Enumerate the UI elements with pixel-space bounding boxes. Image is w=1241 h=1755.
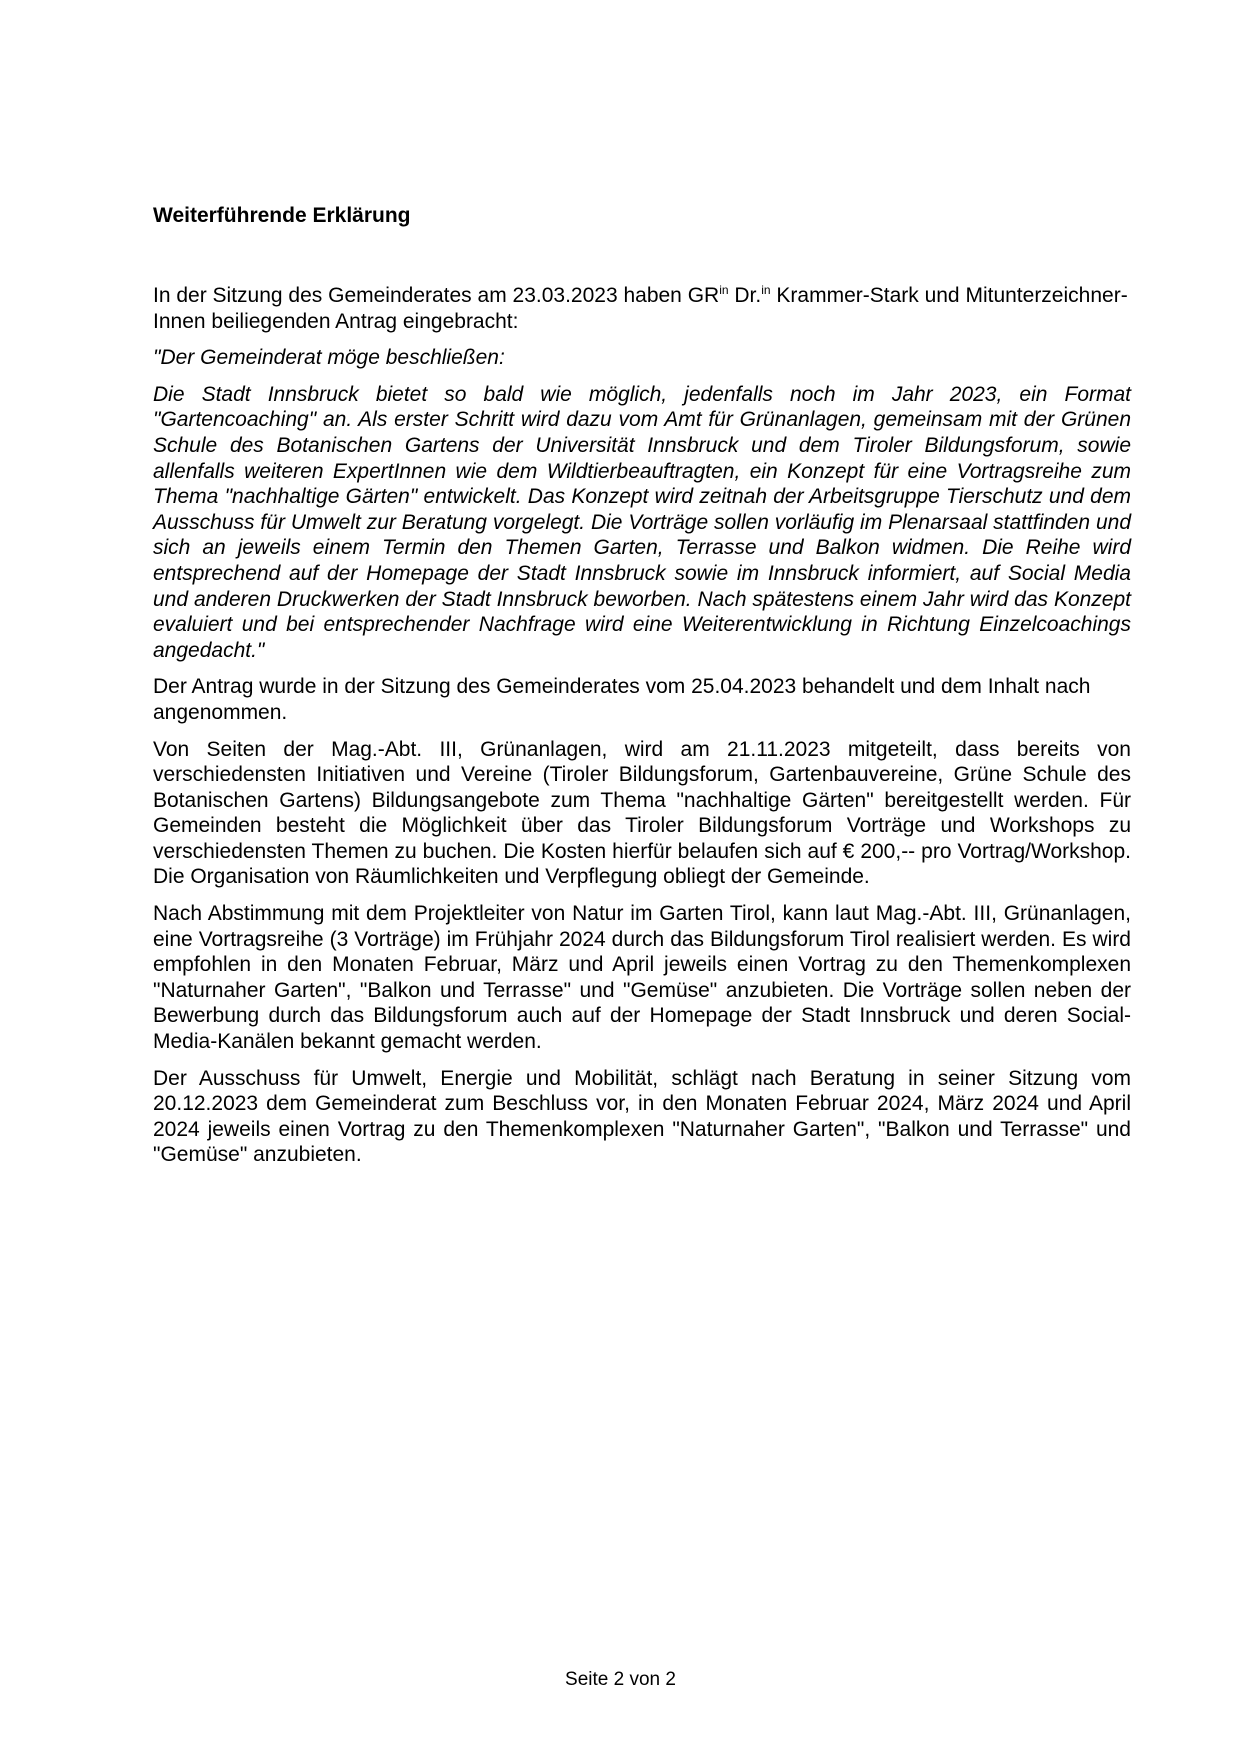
page-footer: Seite 2 von 2	[565, 1669, 676, 1690]
intro-superscript-2: in	[761, 283, 771, 297]
paragraph-abstimmung: Nach Abstimmung mit dem Projektleiter von Natur im Garten Tirol, kann laut Mag.-Abt. III, Grünanlagen, eine Vortragsreihe (3 Vorträge) im Frühjahr 2024 durch das Bildungsforum Tirol realisiert werden. Es wird empfohlen in den Monaten Februar, März und April jeweils einen Vortrag zu den Themenkomplexen "Naturnaher Garten", "Balkon und Terrasse" und "Gemüse" anzubieten. Die Vorträge sollen neben der Bewerbung durch das Bildungsforum auch auf der Homepage der Stadt Innsbruck und deren Social-Media-Kanälen bekannt gemacht werden.	[153, 902, 1131, 1054]
paragraph-ausschuss: Der Ausschuss für Umwelt, Energie und Mobilität, schlägt nach Beratung in seiner Sitzung vom 20.12.2023 dem Gemeinderat zum Beschluss vor, in den Monaten Februar 2024, März 2024 und April 2024 jeweils einen Vortrag zu den Themenkomplexen "Naturnaher Garten", "Balkon und Terrasse" und "Gemüse" anzubieten.	[153, 1066, 1131, 1167]
intro-paragraph	[153, 283, 1131, 334]
intro-text-2: Dr.	[728, 284, 762, 307]
document-body	[153, 283, 1131, 1179]
page-heading: Weiterführende Erklärung	[153, 204, 411, 227]
quote-body: Die Stadt Innsbruck bietet so bald wie möglich, jedenfalls noch im Jahr 2023, ein Format "Gartencoaching" an. Als erster Schritt wird dazu vom Amt für Grünanlagen, gemeinsam mit der Grünen Schule des Botanischen Gartens der Universität Innsbruck und dem Tiroler Bildungsforum, sowie allenfalls weiteren ExpertInnen wie dem Wildtierbeauftragten, ein Konzept für eine Vortragsreihe zum Thema "nachhaltige Gärten" entwickelt. Das Konzept wird zeitnah der Arbeitsgruppe Tierschutz und dem Ausschuss für Umwelt zur Beratung vorgelegt. Die Vorträge sollen vorläufig im Plenarsaal stattfinden und sich an jeweils einem Termin den Themen Garten, Terrasse und Balkon widmen. Die Reihe wird entsprechend auf der Homepage der Stadt Innsbruck sowie im Innsbruck informiert, auf Social Media und anderen Druckwerken der Stadt Innsbruck beworben. Nach spätestens einem Jahr wird das Konzept evaluiert und bei entsprechender Nachfrage wird eine Weiterentwicklung in Richtung Einzelcoachings angedacht."	[153, 382, 1131, 662]
paragraph-mag-abt: Von Seiten der Mag.-Abt. III, Grünanlagen, wird am 21.11.2023 mitgeteilt, dass bereits von verschiedensten Initiativen und Vereine (Tiroler Bildungsforum, Gartenbauvereine, Grüne Schule des Botanischen Gartens) Bildungsangebote zum Thema "nachhaltige Gärten" bereitgestellt werden. Für Gemeinden besteht die Möglichkeit über das Tiroler Bildungsforum Vorträge und Workshops zu verschiedensten Themen zu buchen. Die Kosten hierfür belaufen sich auf € 200,-- pro Vortrag/Workshop. Die Organisation von Räumlichkeiten und Verpflegung obliegt der Gemeinde.	[153, 737, 1131, 889]
paragraph-antrag: Der Antrag wurde in der Sitzung des Gemeinderates vom 25.04.2023 behandelt und dem Inhalt nach angenommen.	[153, 675, 1091, 724]
intro-superscript-1: in	[719, 283, 729, 297]
intro-text-1: In der Sitzung des Gemeinderates am 23.03.2023 haben GR	[153, 284, 720, 307]
quote-intro: "Der Gemeinderat möge beschließen:	[153, 346, 505, 370]
intro-text-3: Krammer-Stark und MitunterzeichnerInnen beiliegenden Antrag eingebracht:	[153, 284, 1128, 333]
